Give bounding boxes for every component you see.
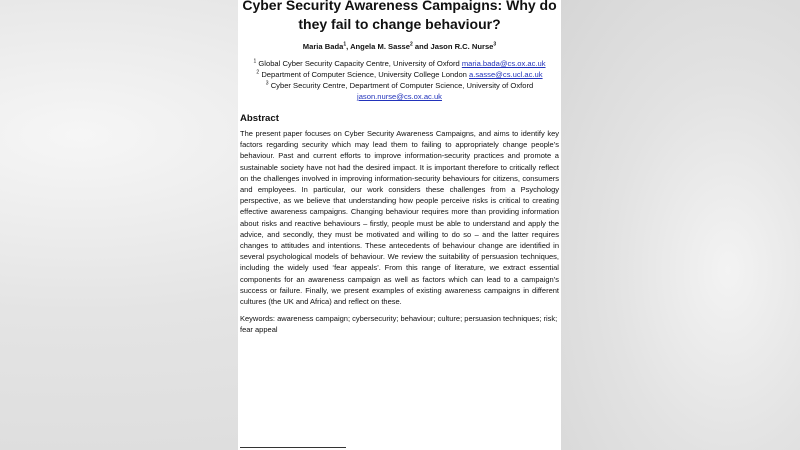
- author-sup: 2: [410, 41, 413, 48]
- author: Jason R.C. Nurse: [430, 42, 494, 51]
- abstract-line: antecedents of behaviour change are identified in several psychological models of behaviour. We: [240, 241, 560, 262]
- email-link[interactable]: a.sasse@cs.ucl.ac.uk: [469, 70, 543, 79]
- keywords-line: Keywords: awareness campaign; cybersecurity; behaviour; culture; persuasion techniques; risk;: [240, 314, 558, 324]
- affiliation: [240, 69, 559, 80]
- affiliation-email: [240, 91, 559, 102]
- email-link[interactable]: jason.nurse@cs.ox.ac.uk: [357, 92, 442, 101]
- author-list: [240, 42, 559, 52]
- background-blur: [561, 0, 800, 450]
- abstract-line: The present paper focuses on Cyber Security Awareness Campaigns, and aims to identify key factors: [240, 129, 559, 150]
- footnote-rule: [240, 447, 346, 448]
- abstract-line: awareness campaigns in different cultures (the UK and Africa) and reflect on these.: [240, 285, 559, 307]
- paper-title: [240, 0, 559, 34]
- aff-sup: 1: [253, 58, 257, 65]
- author: Angela M. Sasse: [350, 42, 410, 51]
- abstract-line: motivated and willing to do so – and the latter requires changes to attitudes and intentions. These: [240, 229, 559, 251]
- email-link[interactable]: maria.bada@cs.ox.ac.uk: [461, 59, 546, 68]
- affiliations: [240, 58, 559, 102]
- abstract-line: – firstly, people must be able to understand and apply the advice, and secondly, they must be: [240, 218, 560, 239]
- author-sup: 3: [493, 41, 497, 48]
- abstract-line: and current efforts to improve information-security practices and promote a sustainable society: [240, 151, 559, 172]
- affiliation: [240, 58, 559, 69]
- title-line: fail to change behaviour?: [331, 16, 501, 32]
- abstract-heading: Abstract: [240, 113, 279, 124]
- sep: ,: [346, 42, 351, 51]
- author-sup: 1: [343, 41, 347, 48]
- abstract-body: [240, 128, 559, 307]
- abstract-line: involved in improving information-security behaviours for citizens, consumers and employees. In: [240, 173, 560, 195]
- aff-text: Department of Computer Science, University College London: [261, 70, 467, 79]
- affiliation: [240, 80, 559, 91]
- abstract-line: particular, our work considers these challenges from a Psychology perspective, as we believe that: [240, 185, 559, 206]
- aff-sup: 2: [256, 69, 260, 76]
- document-page: [238, 0, 561, 450]
- aff-text: Global Cyber Security Capacity Centre, University of Oxford: [258, 59, 460, 68]
- abstract-line: Changing behaviour requires more than providing information about risks and reactive behaviours: [240, 207, 560, 228]
- abstract-line: have not had the desired impact. It is important therefore to critically reflect on the challenges: [240, 162, 559, 183]
- keywords-line: fear appeal: [240, 325, 278, 335]
- aff-sup: 3: [265, 80, 269, 87]
- aff-text: Cyber Security Centre, Department of Computer Science, University of Oxford: [270, 81, 534, 90]
- sep: and: [412, 42, 431, 51]
- author: Maria Bada: [302, 42, 344, 51]
- abstract-line: range of literature, we extract essential components for an awareness campaign as well as factors: [240, 263, 559, 284]
- abstract-line: which can lead to a campaign’s success or failure. Finally, we present examples of existing: [240, 274, 560, 295]
- abstract-line: review the suitability of persuasion techniques, including the widely used ‘fear appeals’. From this: [240, 252, 559, 273]
- keywords: [240, 313, 559, 335]
- abstract-line: understanding how people perceive risks is critical to creating effective awareness campaigns.: [240, 196, 559, 217]
- abstract-line: regarding security which may lead them to failing to appropriately change people’s behaviour. Past: [240, 140, 559, 161]
- title-line: Cyber Security Awareness Campaigns: Why do they: [242, 0, 557, 32]
